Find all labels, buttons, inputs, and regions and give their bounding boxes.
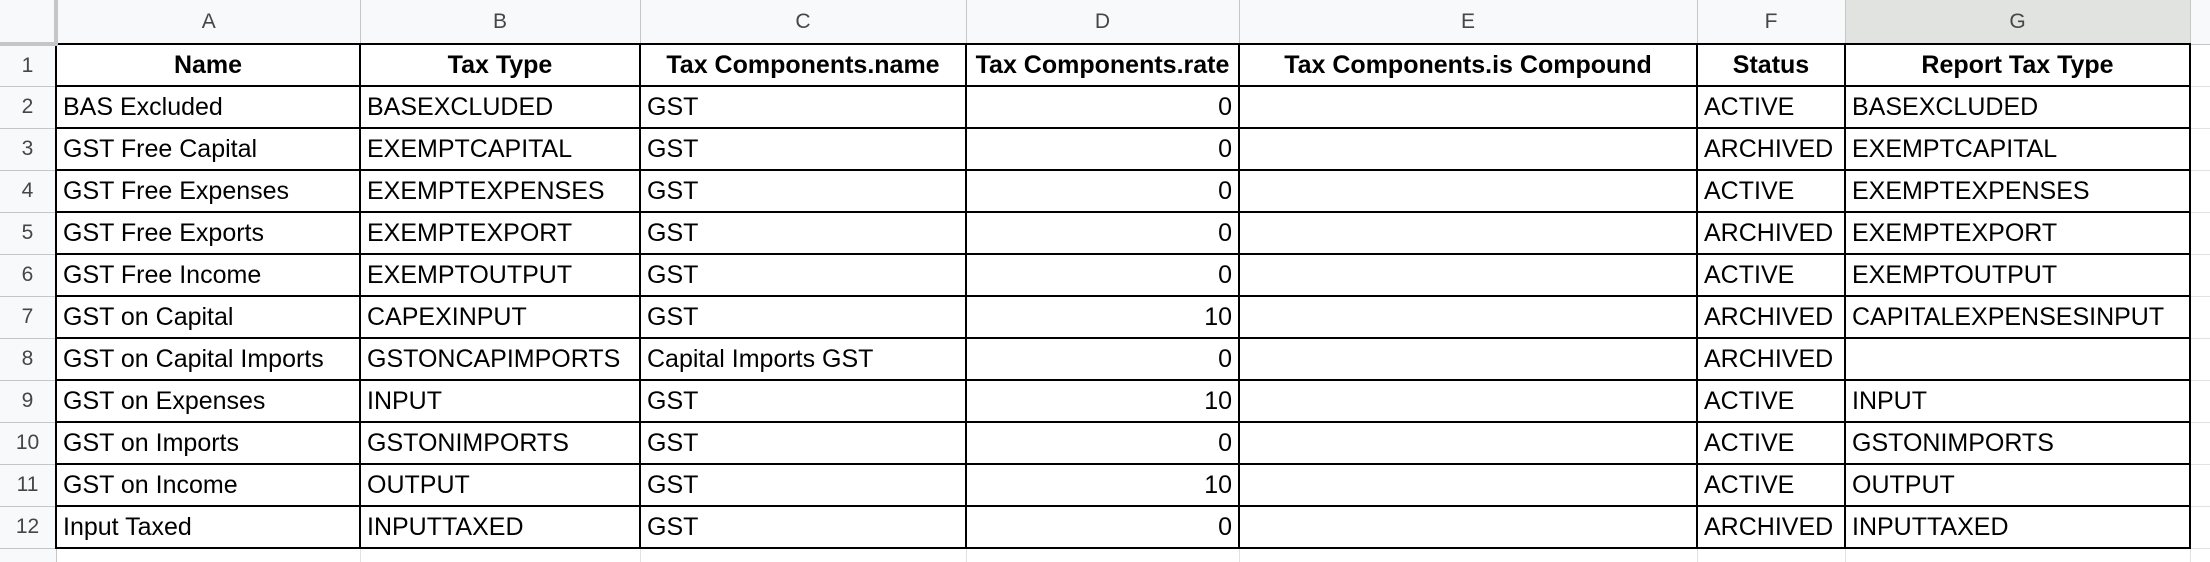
column-header-g[interactable]: G — [1845, 0, 2190, 44]
cell-tax-components-name[interactable]: GST — [640, 296, 966, 338]
overflow-cell — [2190, 380, 2210, 422]
cell-status[interactable]: ARCHIVED — [1697, 338, 1845, 380]
header-cell-tax-components-rate[interactable]: Tax Components.rate — [966, 44, 1239, 86]
cell-name[interactable]: GST on Expenses — [56, 380, 360, 422]
cell-report-tax-type[interactable]: INPUTTAXED — [1845, 506, 2190, 548]
empty-cell[interactable] — [1845, 548, 2190, 562]
cell-report-tax-type[interactable]: OUTPUT — [1845, 464, 2190, 506]
column-header-c[interactable]: C — [640, 0, 966, 44]
cell-tax-components-is-compound[interactable] — [1239, 86, 1697, 128]
header-cell-status[interactable]: Status — [1697, 44, 1845, 86]
empty-cell — [2190, 548, 2210, 562]
cell-tax-components-is-compound[interactable] — [1239, 422, 1697, 464]
cell-tax-components-rate[interactable]: 0 — [966, 338, 1239, 380]
cell-status[interactable]: ACTIVE — [1697, 170, 1845, 212]
cell-tax-components-rate[interactable]: 0 — [966, 86, 1239, 128]
header-cell-report-tax-type[interactable]: Report Tax Type — [1845, 44, 2190, 86]
cell-tax-components-rate[interactable]: 10 — [966, 380, 1239, 422]
cell-tax-components-rate[interactable]: 0 — [966, 212, 1239, 254]
column-header-overflow — [2190, 0, 2210, 44]
cell-tax-components-name[interactable]: GST — [640, 128, 966, 170]
row-number[interactable]: 8 — [0, 338, 56, 380]
row-number[interactable] — [0, 548, 56, 562]
row-number[interactable]: 10 — [0, 422, 56, 464]
cell-tax-type[interactable]: GSTONCAPIMPORTS — [360, 338, 640, 380]
cell-tax-components-is-compound[interactable] — [1239, 296, 1697, 338]
cell-tax-components-name[interactable]: GST — [640, 506, 966, 548]
cell-name[interactable]: GST Free Capital — [56, 128, 360, 170]
cell-tax-type[interactable]: EXEMPTEXPENSES — [360, 170, 640, 212]
cell-status[interactable]: ARCHIVED — [1697, 212, 1845, 254]
table-row — [0, 506, 2210, 548]
cell-tax-type[interactable]: EXEMPTEXPORT — [360, 212, 640, 254]
cell-tax-components-rate[interactable]: 0 — [966, 128, 1239, 170]
row-number[interactable]: 12 — [0, 506, 56, 548]
cell-report-tax-type[interactable]: BASEXCLUDED — [1845, 86, 2190, 128]
row-number[interactable]: 5 — [0, 212, 56, 254]
cell-name[interactable]: GST Free Exports — [56, 212, 360, 254]
cell-report-tax-type[interactable]: EXEMPTEXPENSES — [1845, 170, 2190, 212]
empty-cell[interactable] — [56, 548, 360, 562]
cell-tax-type[interactable]: INPUT — [360, 380, 640, 422]
cell-tax-components-rate[interactable]: 10 — [966, 296, 1239, 338]
overflow-cell — [2190, 128, 2210, 170]
header-cell-tax-type[interactable]: Tax Type — [360, 44, 640, 86]
overflow-cell — [2190, 296, 2210, 338]
overflow-cell — [2190, 506, 2210, 548]
overflow-cell — [2190, 86, 2210, 128]
cell-name[interactable]: GST Free Income — [56, 254, 360, 296]
cell-tax-components-is-compound[interactable] — [1239, 338, 1697, 380]
cell-name[interactable]: GST on Income — [56, 464, 360, 506]
header-cell-tax-components-name[interactable]: Tax Components.name — [640, 44, 966, 86]
cell-tax-type[interactable]: OUTPUT — [360, 464, 640, 506]
cell-report-tax-type[interactable] — [1845, 338, 2190, 380]
cell-tax-components-is-compound[interactable] — [1239, 128, 1697, 170]
cell-name[interactable]: GST on Capital Imports — [56, 338, 360, 380]
cell-tax-components-rate[interactable]: 0 — [966, 254, 1239, 296]
overflow-cell — [2190, 254, 2210, 296]
cell-status[interactable]: ACTIVE — [1697, 86, 1845, 128]
cell-report-tax-type[interactable]: EXEMPTEXPORT — [1845, 212, 2190, 254]
cell-status[interactable]: ARCHIVED — [1697, 506, 1845, 548]
empty-cell[interactable] — [1697, 548, 1845, 562]
row-number[interactable]: 3 — [0, 128, 56, 170]
cell-name[interactable]: BAS Excluded — [56, 86, 360, 128]
cell-tax-components-is-compound[interactable] — [1239, 506, 1697, 548]
column-header-bar — [0, 0, 2210, 44]
cell-tax-components-is-compound[interactable] — [1239, 380, 1697, 422]
table-row — [0, 296, 2210, 338]
cell-tax-components-rate[interactable]: 0 — [966, 422, 1239, 464]
column-header-d[interactable]: D — [966, 0, 1239, 44]
empty-cell[interactable] — [640, 548, 966, 562]
cell-status[interactable]: ACTIVE — [1697, 464, 1845, 506]
cell-tax-components-name[interactable]: GST — [640, 170, 966, 212]
row-number[interactable]: 1 — [0, 44, 56, 86]
overflow-cell — [2190, 422, 2210, 464]
cell-tax-components-name[interactable]: GST — [640, 380, 966, 422]
cell-tax-components-is-compound[interactable] — [1239, 254, 1697, 296]
row-number[interactable]: 7 — [0, 296, 56, 338]
cell-tax-components-is-compound[interactable] — [1239, 212, 1697, 254]
cell-tax-components-name[interactable]: GST — [640, 212, 966, 254]
overflow-cell — [2190, 170, 2210, 212]
table-row — [0, 86, 2210, 128]
row-number[interactable]: 6 — [0, 254, 56, 296]
cell-tax-type[interactable]: GSTONIMPORTS — [360, 422, 640, 464]
cell-tax-components-rate[interactable]: 0 — [966, 170, 1239, 212]
table-row — [0, 464, 2210, 506]
cell-tax-type[interactable]: EXEMPTCAPITAL — [360, 128, 640, 170]
overflow-cell — [2190, 464, 2210, 506]
table-row — [0, 170, 2210, 212]
cell-status[interactable]: ACTIVE — [1697, 422, 1845, 464]
empty-cell[interactable] — [966, 548, 1239, 562]
header-cell-name[interactable]: Name — [56, 44, 360, 86]
cell-status[interactable]: ARCHIVED — [1697, 296, 1845, 338]
table-row — [0, 128, 2210, 170]
empty-row — [0, 548, 2210, 562]
cell-report-tax-type[interactable]: INPUT — [1845, 380, 2190, 422]
cell-tax-components-name[interactable]: GST — [640, 254, 966, 296]
cell-tax-components-is-compound[interactable] — [1239, 464, 1697, 506]
cell-status[interactable]: ACTIVE — [1697, 380, 1845, 422]
cell-name[interactable]: Input Taxed — [56, 506, 360, 548]
cell-tax-components-name[interactable]: GST — [640, 464, 966, 506]
select-all-corner[interactable] — [0, 0, 56, 44]
cell-tax-components-name[interactable]: GST — [640, 422, 966, 464]
overflow-cell — [2190, 212, 2210, 254]
column-header-b[interactable]: B — [360, 0, 640, 44]
cell-tax-components-name[interactable]: GST — [640, 86, 966, 128]
cell-status[interactable]: ACTIVE — [1697, 254, 1845, 296]
cell-name[interactable]: GST on Capital — [56, 296, 360, 338]
cell-tax-type[interactable]: INPUTTAXED — [360, 506, 640, 548]
table-row — [0, 338, 2210, 380]
cell-report-tax-type[interactable]: GSTONIMPORTS — [1845, 422, 2190, 464]
column-header-f[interactable]: F — [1697, 0, 1845, 44]
cell-status[interactable]: ARCHIVED — [1697, 128, 1845, 170]
cell-tax-components-name[interactable]: Capital Imports GST — [640, 338, 966, 380]
cell-tax-type[interactable]: BASEXCLUDED — [360, 86, 640, 128]
header-row — [0, 44, 2210, 86]
cell-tax-components-rate[interactable]: 10 — [966, 464, 1239, 506]
empty-cell[interactable] — [360, 548, 640, 562]
row-number[interactable]: 9 — [0, 380, 56, 422]
cell-report-tax-type[interactable]: EXEMPTCAPITAL — [1845, 128, 2190, 170]
cell-name[interactable]: GST Free Expenses — [56, 170, 360, 212]
cell-name[interactable]: GST on Imports — [56, 422, 360, 464]
table-row — [0, 380, 2210, 422]
column-header-a[interactable]: A — [56, 0, 360, 44]
overflow-cell — [2190, 338, 2210, 380]
header-cell-tax-components-is-compound[interactable]: Tax Components.is Compound — [1239, 44, 1697, 86]
cell-tax-components-rate[interactable]: 0 — [966, 506, 1239, 548]
cell-tax-components-is-compound[interactable] — [1239, 170, 1697, 212]
table-row — [0, 422, 2210, 464]
table-row — [0, 212, 2210, 254]
row-number[interactable]: 4 — [0, 170, 56, 212]
cell-report-tax-type[interactable]: CAPITALEXPENSESINPUT — [1845, 296, 2190, 338]
row-number[interactable]: 2 — [0, 86, 56, 128]
overflow-cell — [2190, 44, 2210, 86]
empty-cell[interactable] — [1239, 548, 1697, 562]
cell-tax-type[interactable]: EXEMPTOUTPUT — [360, 254, 640, 296]
column-header-e[interactable]: E — [1239, 0, 1697, 44]
cell-tax-type[interactable]: CAPEXINPUT — [360, 296, 640, 338]
row-number[interactable]: 11 — [0, 464, 56, 506]
table-row — [0, 254, 2210, 296]
cell-report-tax-type[interactable]: EXEMPTOUTPUT — [1845, 254, 2190, 296]
